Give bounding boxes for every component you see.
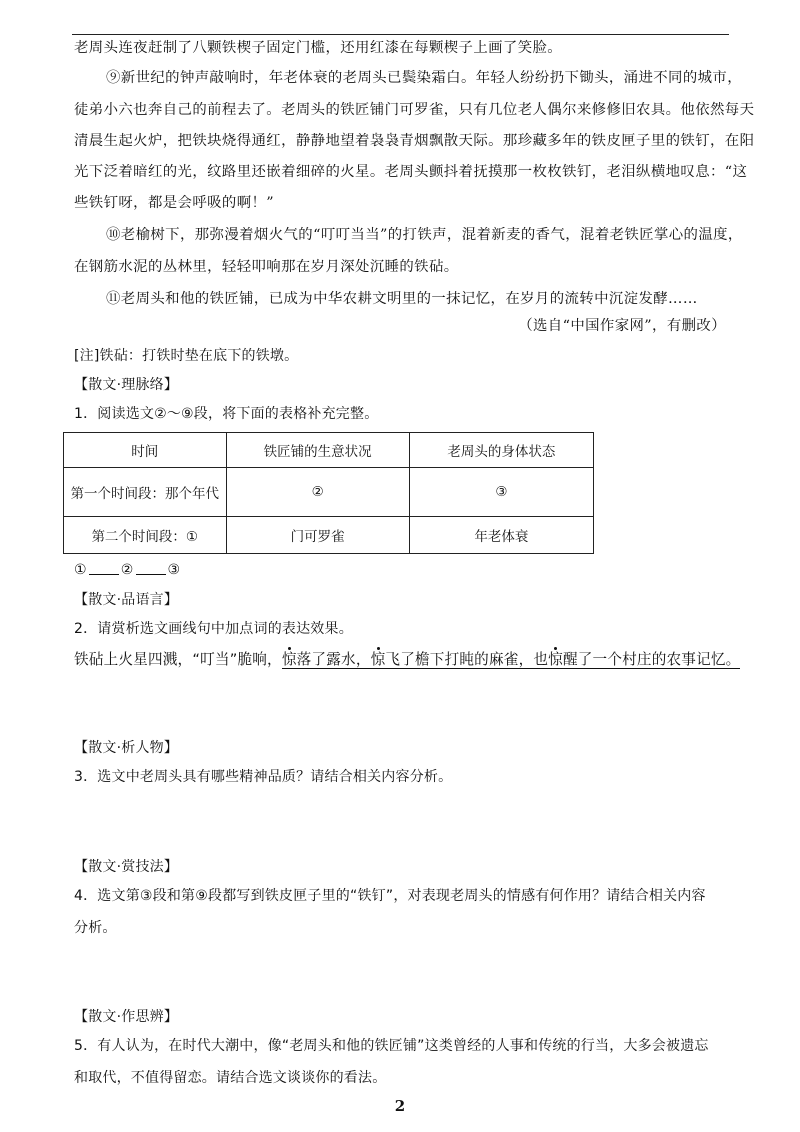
blank-label-2: ② (120, 562, 134, 578)
underlined-sentence (74, 650, 741, 670)
dotted-word: 惊 (548, 651, 563, 668)
section-heading-3: 【散文·析人物】 (74, 740, 179, 756)
sentence-part: 铁砧上火星四溅，“叮当”脆响， (74, 651, 282, 668)
para9-line-2: 徒弟小六也奔自己的前程去了。老周头的铁匠铺门可罗雀，只有几位老人偶尔来修修旧农具。他依然每天 (74, 102, 755, 118)
blank-label-1: ① (74, 562, 87, 578)
sentence-part: 醒了一个村庄的农事记忆。 (562, 651, 741, 668)
table-cell: 第一个时间段：那个年代 (64, 468, 227, 517)
blank-label-3: ③ (167, 562, 181, 578)
question-3: 3．选文中老周头具有哪些精神品质？请结合相关内容分析。 (74, 769, 453, 785)
section-heading-4: 【散文·赏技法】 (74, 859, 179, 875)
para10-line-1: ⑩老榆树下，那弥漫着烟火气的“叮叮当当”的打铁声，混着新麦的香气，混着老铁匠掌心的温度， (106, 227, 743, 243)
table-cell: ② (226, 468, 409, 517)
table-row (64, 468, 594, 517)
section-heading-2: 【散文·品语言】 (74, 592, 179, 608)
table-cell: 第二个时间段：① (64, 517, 227, 554)
table-cell: 门可罗雀 (226, 517, 409, 554)
table-header-cell: 铁匠铺的生意状况 (226, 433, 409, 468)
table-row (64, 517, 594, 554)
para9-line-5: 些铁钉呀，都是会呼吸的啊！” (74, 195, 275, 211)
answer-blank-2[interactable] (136, 560, 166, 575)
underlined-phrase (282, 651, 741, 669)
question-2: 2．请赏析选文画线句中加点词的表达效果。 (74, 621, 353, 637)
para9-line-1: ⑨新世纪的钟声敲响时，年老体衰的老周头已鬓染霜白。年轻人纷纷扔下锄头，涌进不同的城市， (106, 70, 742, 86)
question-5-line-2: 和取代，不值得留恋。请结合选文谈谈你的看法。 (74, 1070, 387, 1086)
table-header-cell: 老周头的身体状态 (409, 433, 593, 468)
sentence-part: 落了露水， (296, 651, 371, 668)
question-4-line-2: 分析。 (74, 920, 117, 936)
passage-source: （选自“中国作家网”，有删改） (518, 318, 726, 334)
annotation-note: [注]铁砧：打铁时垫在底下的铁墩。 (74, 348, 299, 364)
question-4-line-1: 4．选文第③段和第⑨段都写到铁皮匣子里的“铁钉”，对表现老周头的情感有何作用？请结合相关内容 (74, 888, 706, 904)
question-5-line-1: 5．有人认为，在时代大潮中，像“老周头和他的铁匠铺”这类曾经的人事和传统的行当，大多会被遗忘 (74, 1038, 709, 1054)
dotted-word: 惊 (281, 651, 297, 668)
page-number: 2 (394, 1097, 406, 1115)
section-heading-1: 【散文·理脉络】 (74, 377, 179, 393)
question-1: 1．阅读选文②～⑨段，将下面的表格补充完整。 (74, 406, 379, 422)
answer-blanks-line (74, 560, 734, 580)
para10-line-2: 在钢筋水泥的丛林里，轻轻叩响那在岁月深处沉睡的铁砧。 (74, 259, 459, 275)
table-header-cell: 时间 (64, 433, 227, 468)
completion-table (63, 432, 594, 554)
header-rule (72, 34, 729, 35)
passage-line-top: 老周头连夜赶制了八颗铁楔子固定门槛，还用红漆在每颗楔子上画了笑脸。 (74, 40, 563, 56)
dotted-word: 惊 (370, 651, 386, 668)
para9-line-3: 清晨生起火炉，把铁块烧得通红，静静地望着袅袅青烟飘散天际。那珍藏多年的铁皮匣子里的铁钉，在阳 (74, 133, 755, 149)
table-header-row (64, 433, 594, 468)
section-heading-5: 【散文·作思辨】 (74, 1009, 179, 1025)
answer-blank-1[interactable] (89, 560, 119, 575)
para11-line: ⑪老周头和他的铁匠铺，已成为中华农耕文明里的一抹记忆，在岁月的流转中沉淀发酵…… (106, 291, 698, 307)
table-cell: ③ (409, 468, 593, 517)
para9-line-4: 光下泛着暗红的光，纹路里还嵌着细碎的火星。老周头颤抖着抚摸那一枚枚铁钉，老泪纵横地叹息：“这 (74, 164, 748, 180)
sentence-part: 飞了檐下打盹的麻雀，也 (385, 651, 549, 668)
table-cell: 年老体衰 (409, 517, 593, 554)
